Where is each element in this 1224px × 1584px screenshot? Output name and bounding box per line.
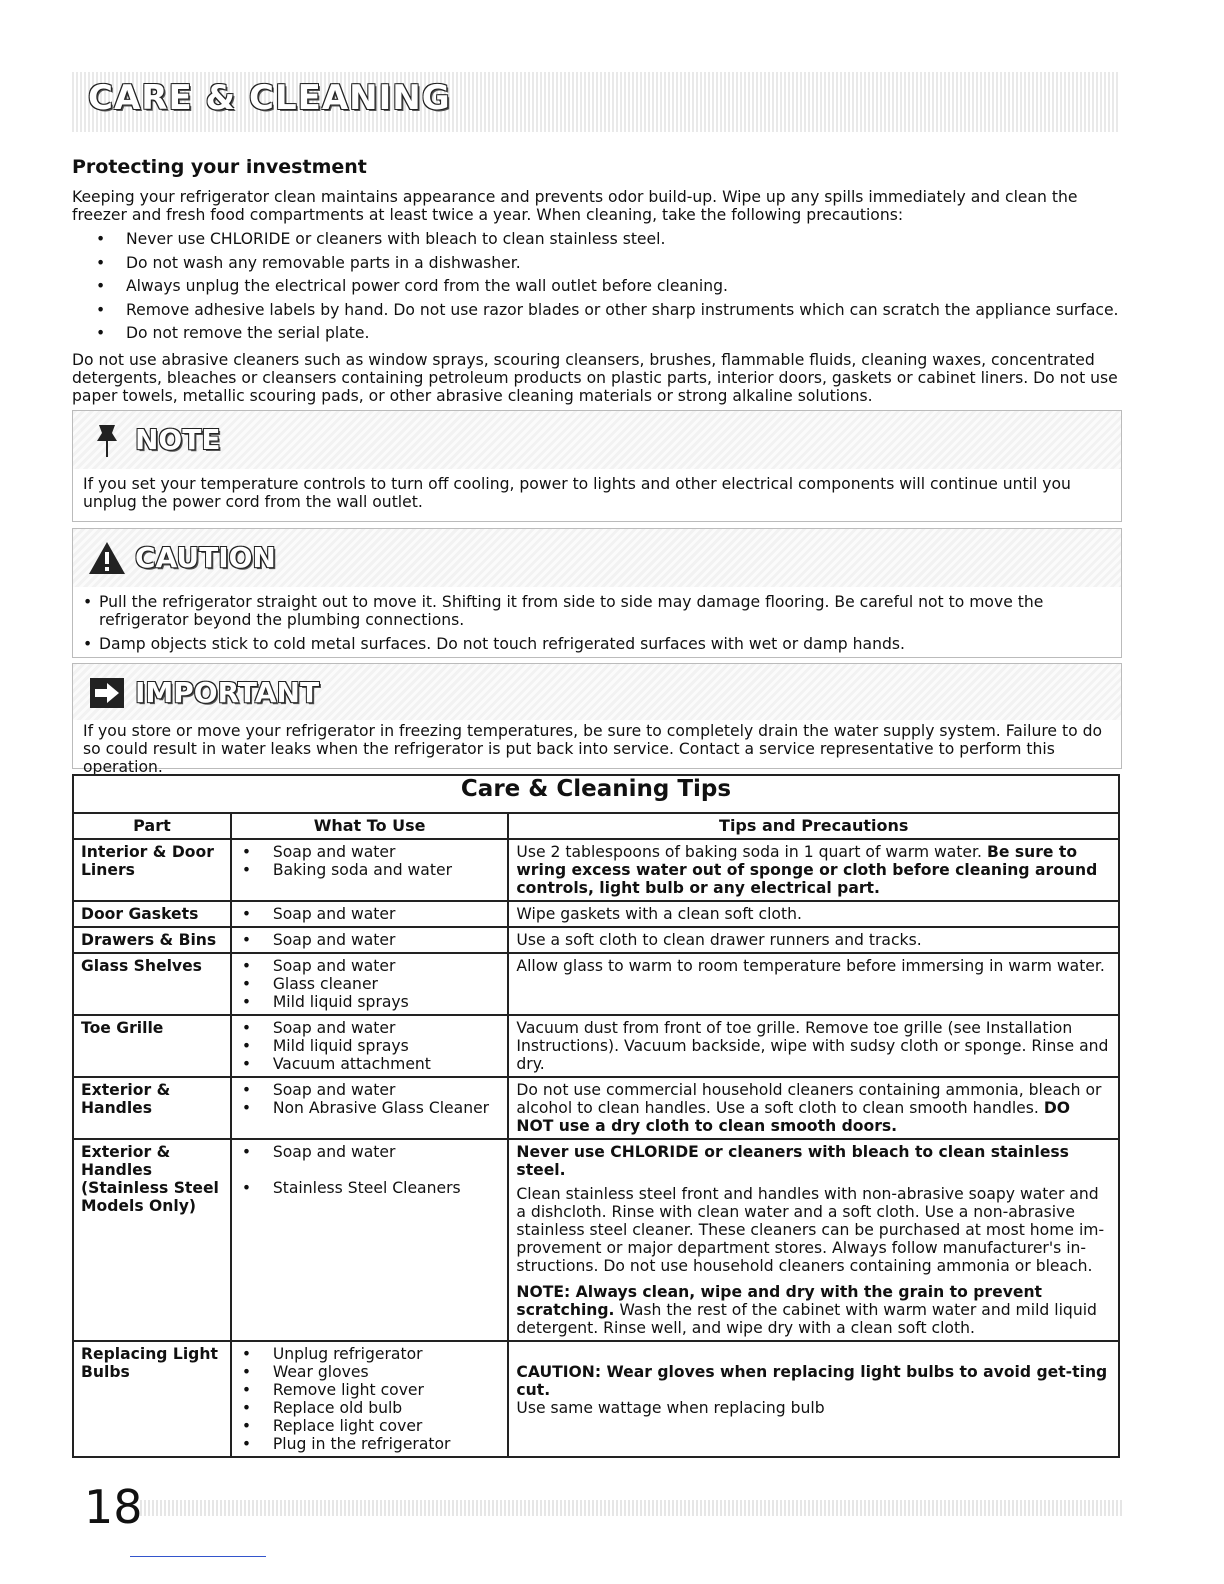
important-header xyxy=(73,664,1121,720)
note-header xyxy=(73,411,1121,469)
warning-icon xyxy=(87,539,127,577)
caution-box xyxy=(72,528,1122,658)
use-item: • Soap and water xyxy=(239,1143,501,1161)
use-cell xyxy=(231,839,509,901)
tip-text: Use 2 tablespoons of baking soda in 1 quart of warm water. xyxy=(516,843,982,861)
list-item: • Remove adhesive labels by hand. Do not use razor blades or other sharp instruments which can scratch the appliance surface. xyxy=(90,299,1119,323)
table-row xyxy=(73,927,1119,953)
footer-band xyxy=(140,1500,1122,1516)
use-item: • Soap and water xyxy=(239,1019,501,1037)
page-number: 18 xyxy=(84,1480,143,1534)
use-item: • Soap and water xyxy=(239,931,501,949)
use-item: • Baking soda and water xyxy=(239,861,501,879)
section-title: CARE & CLEANING xyxy=(88,78,451,118)
use-item: • Vacuum attachment xyxy=(239,1055,501,1073)
tip-cell xyxy=(508,1341,1119,1457)
care-cleaning-table xyxy=(72,774,1120,1458)
tip-text: Use same wattage when replacing bulb xyxy=(516,1399,825,1417)
use-item: • Glass cleaner xyxy=(239,975,501,993)
tip-cell xyxy=(508,1077,1119,1139)
note-box xyxy=(72,410,1122,522)
use-item: • Mild liquid sprays xyxy=(239,1037,501,1055)
intro-heading: Protecting your investment xyxy=(72,156,367,178)
table-row xyxy=(73,839,1119,901)
use-item: • Replace old bulb xyxy=(239,1399,501,1417)
table-row xyxy=(73,1139,1119,1341)
tip-cell: Wipe gaskets with a clean soft cloth. xyxy=(508,901,1119,927)
footer-line xyxy=(130,1556,266,1557)
tip-bold: CAUTION: Wear gloves when replacing light bulbs to avoid get-ting cut. xyxy=(516,1363,1108,1399)
arrow-box-icon xyxy=(87,674,127,712)
use-item: • Remove light cover xyxy=(239,1381,501,1399)
use-item: • Soap and water xyxy=(239,1081,501,1099)
tip-cell xyxy=(508,1139,1119,1341)
use-cell xyxy=(231,1015,509,1077)
tip-lead: Never use CHLORIDE or cleaners with bleach to clean stainless steel. xyxy=(516,1143,1069,1179)
use-cell xyxy=(231,901,509,927)
use-item: • Replace light cover xyxy=(239,1417,501,1435)
tip-text: Clean stainless steel front and handles with non-abrasive soapy water and a dishcloth. Rinse with clean water and a soft cloth. Use a non-abrasive stainless steel cleaner. These cleaners can be purchased at most home im-provement or major department stores. Always follow manufacturer's in-structions. Do not use household cleaners containing ammonia or bleach. xyxy=(516,1185,1105,1275)
list-item: • Damp objects stick to cold metal surfaces. Do not touch refrigerated surfaces with wet or damp hands. xyxy=(83,635,1111,653)
part-cell: Door Gaskets xyxy=(73,901,231,927)
part-cell: Glass Shelves xyxy=(73,953,231,1015)
important-text: If you store or move your refrigerator in freezing temperatures, be sure to completely drain the water supply system. Failure to do so could result in water leaks when the refrigerator is put back into service. Contact a service representative to perform this operation. xyxy=(83,722,1103,776)
table-row xyxy=(73,1015,1119,1077)
part-cell: Exterior & Handles xyxy=(73,1077,231,1139)
part-cell: Replacing Light Bulbs xyxy=(73,1341,231,1457)
list-item: • Do not wash any removable parts in a dishwasher. xyxy=(90,252,1119,276)
note-title: NOTE xyxy=(135,423,221,456)
note-text: If you set your temperature controls to turn off cooling, power to lights and other electrical components will continue until you unplug the power cord from the wall outlet. xyxy=(83,475,1071,511)
column-header: Tips and Precautions xyxy=(508,813,1119,839)
part-cell: Interior & Door Liners xyxy=(73,839,231,901)
use-cell xyxy=(231,953,509,1015)
part-cell: Exterior & Handles (Stainless Steel Models Only) xyxy=(73,1139,231,1341)
table-row xyxy=(73,901,1119,927)
use-item: • Soap and water xyxy=(239,957,501,975)
caution-title: CAUTION xyxy=(135,541,276,574)
list-item: • Do not remove the serial plate. xyxy=(90,322,1119,346)
section-banner xyxy=(72,72,1120,132)
use-item: • Wear gloves xyxy=(239,1363,501,1381)
use-cell xyxy=(231,1341,509,1457)
use-item: • Unplug refrigerator xyxy=(239,1345,501,1363)
abrasive-warning: Do not use abrasive cleaners such as window sprays, scouring cleansers, brushes, flammable fluids, cleaning waxes, concentrated detergents, bleaches or cleansers containing petroleum products on plastic parts, interior doors, gaskets or cabinet liners. Do not use paper towels, metallic scouring pads, or other abrasive cleaning materials or strong alkaline solutions. xyxy=(72,351,1118,405)
column-header: Part xyxy=(73,813,231,839)
table-row xyxy=(73,953,1119,1015)
part-cell: Drawers & Bins xyxy=(73,927,231,953)
caution-header xyxy=(73,529,1121,587)
use-cell xyxy=(231,1139,509,1341)
use-item: • Mild liquid sprays xyxy=(239,993,501,1011)
list-item: • Never use CHLORIDE or cleaners with bleach to clean stainless steel. xyxy=(90,228,1119,252)
tip-bold: DO NOT use a dry cloth to clean smooth doors. xyxy=(516,1099,1071,1135)
note-text: Wash the rest of the cabinet with warm water and mild liquid detergent. Rinse well, and wipe dry with a clean soft cloth. xyxy=(516,1301,1097,1337)
tip-cell: Use a soft cloth to clean drawer runners and tracks. xyxy=(508,927,1119,953)
table-row xyxy=(73,1077,1119,1139)
use-item: • Plug in the refrigerator xyxy=(239,1435,501,1453)
tip-cell: Allow glass to warm to room temperature before immersing in warm water. xyxy=(508,953,1119,1015)
tip-cell xyxy=(508,839,1119,901)
note-bold: NOTE: Always clean, wipe and dry with the grain to prevent scratching. xyxy=(516,1283,1042,1319)
intro-text: Keeping your refrigerator clean maintains appearance and prevents odor build-up. Wipe up any spills immediately and clean the freezer and fresh food compartments at least twice a year. When cleaning, take the following precautions: xyxy=(72,188,1078,224)
table-header-row xyxy=(73,813,1119,839)
use-item: • Soap and water xyxy=(239,905,501,923)
use-item: • Non Abrasive Glass Cleaner xyxy=(239,1099,501,1117)
tip-bold: Be sure to wring excess water out of sponge or cloth before cleaning around controls, light bulb or any electrical part. xyxy=(516,843,1098,897)
important-box xyxy=(72,663,1122,776)
list-item: • Pull the refrigerator straight out to move it. Shifting it from side to side may damage flooring. Be careful not to move the refrigerator beyond the plumbing connections. xyxy=(83,593,1111,629)
tip-text: Do not use commercial household cleaners containing ammonia, bleach or alcohol to clean handles. Use a soft cloth to clean smooth handles. xyxy=(516,1081,1102,1117)
important-title: IMPORTANT xyxy=(135,676,320,709)
table-row xyxy=(73,1341,1119,1457)
use-item: • Soap and water xyxy=(239,843,501,861)
column-header: What To Use xyxy=(231,813,509,839)
tip-cell: Vacuum dust from front of toe grille. Remove toe grille (see Installation Instructions). Vacuum backside, wipe with sudsy cloth or sponge. Rinse and dry. xyxy=(508,1015,1119,1077)
precautions-list xyxy=(90,228,1119,346)
use-cell xyxy=(231,927,509,953)
pushpin-icon xyxy=(87,421,127,459)
part-cell: Toe Grille xyxy=(73,1015,231,1077)
list-item: • Always unplug the electrical power cord from the wall outlet before cleaning. xyxy=(90,275,1119,299)
use-item: • Stainless Steel Cleaners xyxy=(239,1179,501,1197)
table-caption: Care & Cleaning Tips xyxy=(73,775,1119,813)
use-cell xyxy=(231,1077,509,1139)
caution-list xyxy=(73,587,1121,665)
